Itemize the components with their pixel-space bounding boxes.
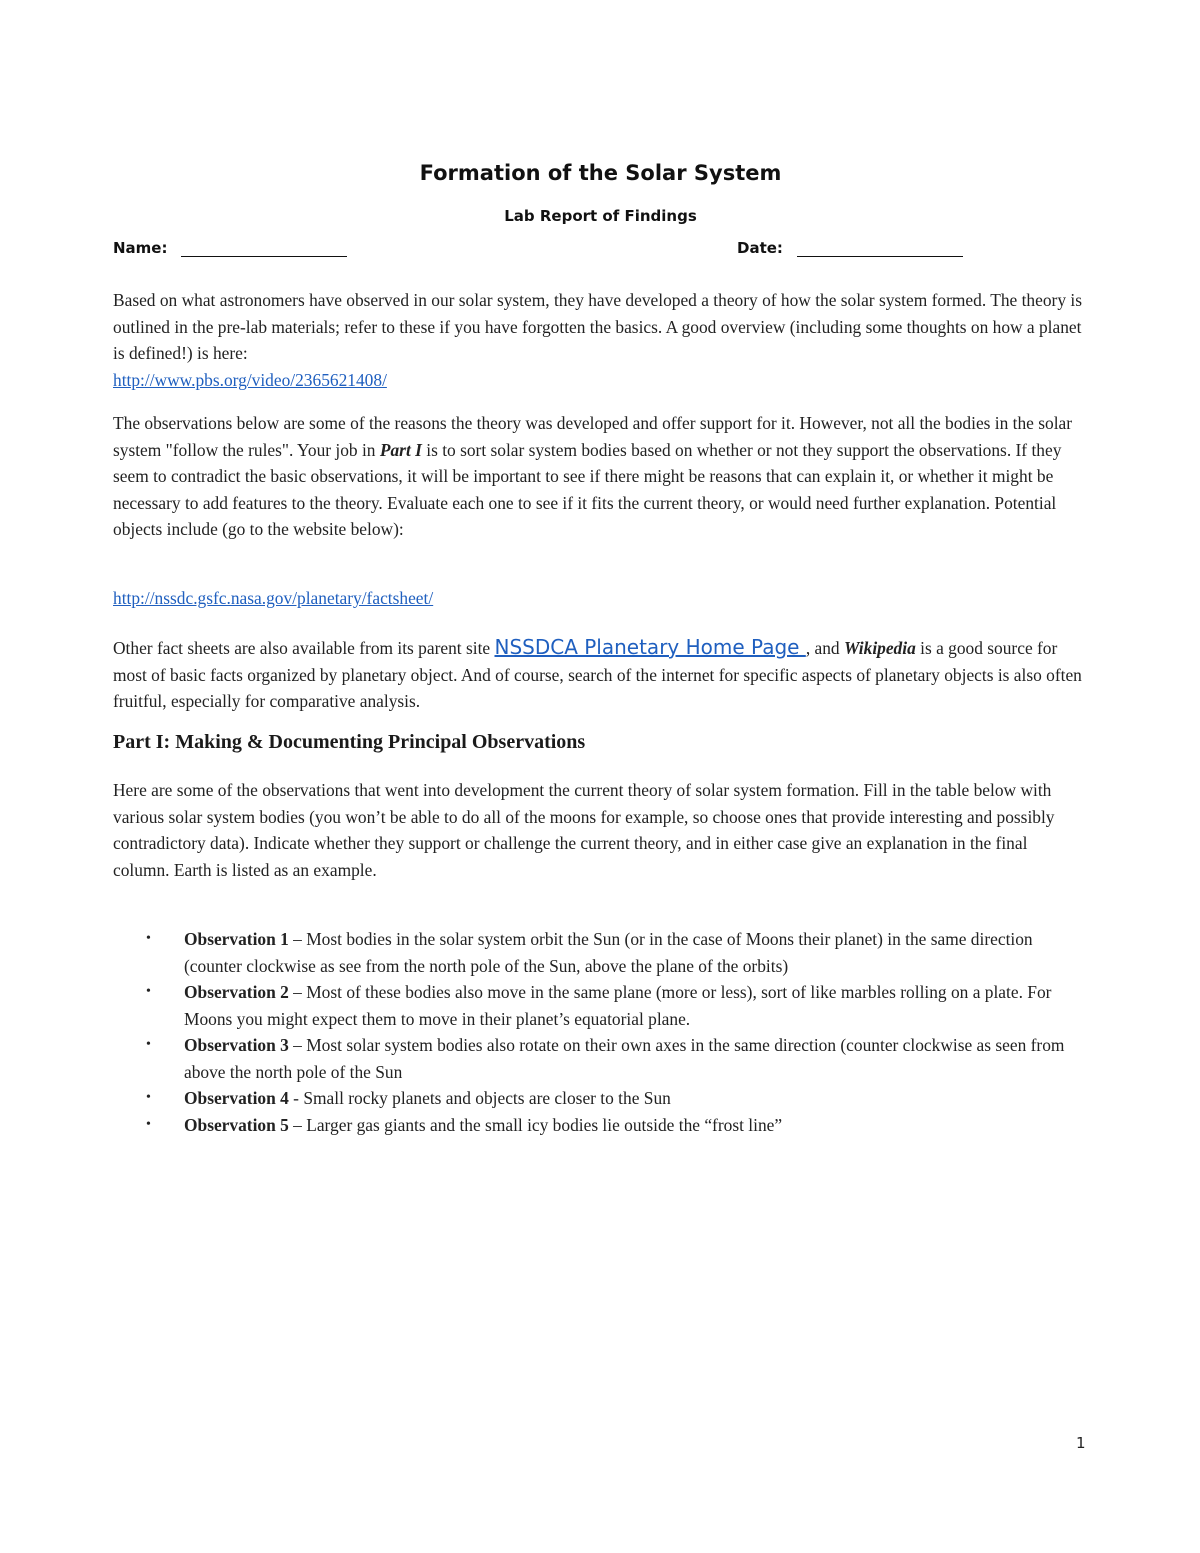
observation-text: - Small rocky planets and objects are closer to the Sun	[288, 1088, 671, 1108]
bullet-icon: •	[146, 984, 151, 999]
observation-label: Observation 5	[184, 1114, 289, 1135]
intro-paragraph	[113, 287, 1088, 393]
list-item	[113, 926, 1088, 979]
para2-text-1: The observations below are some of the reasons the theory was developed and offer support for it. However, not all the bodies in the solar system "follow the rules". Your job in	[113, 413, 1073, 460]
list-item	[113, 1112, 1088, 1139]
para2-text-2: is to sort solar system bodies based on whether or not they support the observations. If they seem to contradict the basic observations, it will be important to see if there might be reasons that can explain it, or whether it might be necessary to add features to the theory. Evaluate each one to see if it fits the current theory, or would need further explanation. Potential objects include (go to the website below):	[113, 439, 1062, 539]
name-field	[113, 238, 347, 257]
wikipedia-emphasis: Wikipedia	[843, 638, 916, 658]
section-intro-paragraph: Here are some of the observations that went into development the current theory of solar system formation. Fill in the table below with various solar system bodies (you won’t be able to do all of the moons for example, so choose ones that provide interesting and possibly contradictory data). Indicate whether they support or challenge the current theory, and in either case give an explanation in the final column. Earth is listed as an example.	[113, 780, 1055, 880]
name-label: Name:	[113, 239, 168, 257]
observation-label: Observation 4	[184, 1088, 289, 1108]
para3-text-1: Other fact sheets are also available from its parent site	[113, 638, 495, 658]
other-sources-paragraph	[113, 634, 1088, 715]
para3-text-3: is a good source for most of basic facts organized by planetary object. And of course, search of the internet for specific aspects of planetary objects is also often fruitful, especially for comparative analysis.	[113, 638, 1082, 711]
name-blank-line[interactable]	[181, 238, 347, 257]
part-one-heading: Part I: Making & Documenting Principal Observations	[113, 731, 586, 753]
list-item	[113, 1032, 1088, 1085]
observation-label: Observation 3	[184, 1035, 289, 1055]
pbs-video-link[interactable]: http://www.pbs.org/video/2365621408/	[113, 369, 387, 390]
date-field	[737, 238, 963, 257]
date-label: Date:	[737, 239, 783, 257]
para3-text-2: , and	[805, 638, 844, 658]
bullet-icon: •	[146, 1116, 151, 1132]
document-title: Formation of the Solar System	[419, 161, 782, 185]
observations-intro-paragraph	[113, 410, 1088, 543]
list-item	[113, 979, 1088, 1032]
date-blank-line[interactable]	[797, 238, 963, 257]
intro-text: Based on what astronomers have observed in our solar system, they have developed a theory of how the solar system formed. The theory is outlined in the pre-lab materials; refer to these if you have forgotten the basics. A good overview (including some thoughts on how a planet is defined!) is here:	[113, 290, 1082, 363]
observation-text: – Larger gas giants and the small icy bodies lie outside the “frost line”	[288, 1114, 783, 1135]
observation-text: – Most bodies in the solar system orbit the Sun (or in the case of Moons their planet) in the same direction (counter clockwise as see from the north pole of the Sun, above the plane of the orbits)	[184, 929, 1033, 976]
observations-list	[113, 926, 1088, 1138]
observation-label: Observation 1	[184, 929, 289, 949]
factsheet-paragraph	[113, 585, 1088, 612]
bullet-icon: •	[146, 1090, 151, 1105]
bullet-icon: •	[146, 1037, 151, 1052]
observation-label: Observation 2	[184, 982, 289, 1002]
observation-text: – Most solar system bodies also rotate on their own axes in the same direction (counter clockwise as seen from above the north pole of the Sun	[184, 1035, 1065, 1082]
nasa-factsheet-link[interactable]: http://nssdc.gsfc.nasa.gov/planetary/factsheet/	[113, 588, 434, 608]
nssdca-home-link[interactable]: NSSDCA Planetary Home Page	[494, 635, 806, 659]
bullet-icon: •	[146, 931, 151, 946]
document-subtitle: Lab Report of Findings	[504, 207, 697, 225]
part-one-emphasis: Part I	[379, 439, 422, 460]
page-number: 1	[1076, 1434, 1086, 1452]
list-item	[113, 1085, 1088, 1112]
observation-text: – Most of these bodies also move in the same plane (more or less), sort of like marbles rolling on a plate. For Moons you might expect them to move in their planet’s equatorial plane.	[184, 982, 1052, 1029]
